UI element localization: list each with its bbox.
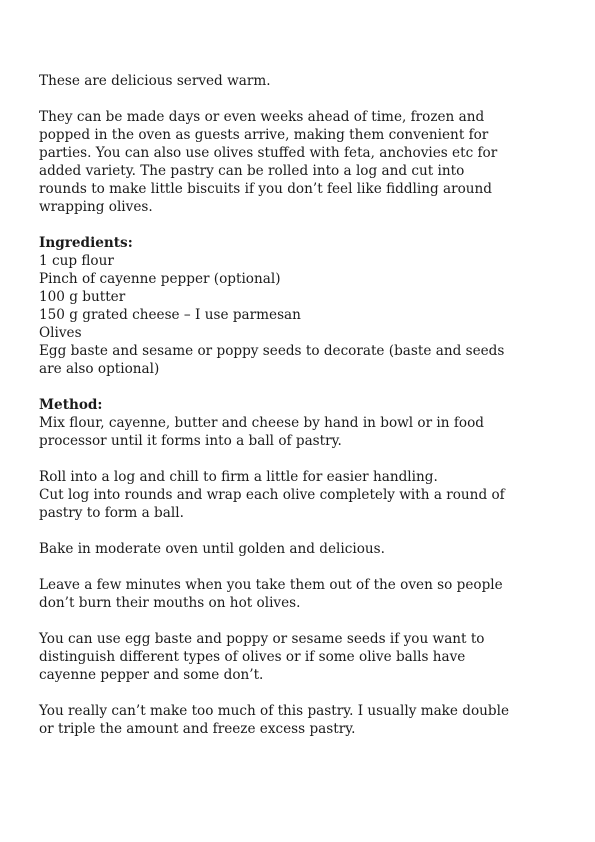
method-step-bake (39, 540, 539, 558)
text-line: distinguish different types of olives or if some olive balls have (39, 649, 466, 665)
ingredients-section (39, 234, 539, 378)
text-line: parties. You can also use olives stuffed with feta, anchovies etc for (39, 145, 498, 161)
method-step-cool (39, 576, 539, 612)
text-line: These are delicious served warm. (39, 73, 271, 89)
text-line: Bake in moderate oven until golden and delicious. (39, 541, 385, 557)
ingredient-item: 150 g grated cheese – I use parmesan (39, 307, 301, 323)
ingredients-list (39, 252, 539, 378)
recipe-page (39, 72, 539, 756)
text-line: You can use egg baste and poppy or sesame seeds if you want to (39, 631, 485, 647)
method-section (39, 396, 539, 738)
text-line: don’t burn their mouths on hot olives. (39, 595, 301, 611)
ingredient-item: Olives (39, 325, 82, 341)
method-step-roll (39, 468, 539, 522)
ingredient-item: Egg baste and sesame or poppy seeds to decorate (baste and seeds (39, 343, 505, 359)
method-tip-decorate (39, 630, 539, 684)
text-line: rounds to make little biscuits if you don’t feel like fiddling around (39, 181, 493, 197)
text-line: Cut log into rounds and wrap each olive completely with a round of (39, 487, 505, 503)
text-line: added variety. The pastry can be rolled into a log and cut into (39, 163, 465, 179)
text-line: Roll into a log and chill to firm a little for easier handling. (39, 469, 438, 485)
text-line: Leave a few minutes when you take them out of the oven so people (39, 577, 503, 593)
text-line: or triple the amount and freeze excess pastry. (39, 721, 356, 737)
method-heading: Method: (39, 397, 103, 413)
ingredient-item: Pinch of cayenne pepper (optional) (39, 271, 281, 287)
text-line: You really can’t make too much of this pastry. I usually make double (39, 703, 510, 719)
text-line: Mix flour, cayenne, butter and cheese by hand in bowl or in food (39, 415, 484, 431)
method-tip-freeze (39, 702, 539, 738)
text-line: wrapping olives. (39, 199, 153, 215)
text-line: They can be made days or even weeks ahead of time, frozen and (39, 109, 485, 125)
ingredients-heading: Ingredients: (39, 235, 133, 251)
ingredient-item: 1 cup flour (39, 253, 114, 269)
text-line: pastry to form a ball. (39, 505, 184, 521)
intro-make-ahead-paragraph (39, 108, 539, 216)
method-step-mix (39, 414, 539, 450)
text-line: processor until it forms into a ball of pastry. (39, 433, 342, 449)
ingredient-item: 100 g butter (39, 289, 126, 305)
text-line: popped in the oven as guests arrive, making them convenient for (39, 127, 489, 143)
text-line: cayenne pepper and some don’t. (39, 667, 264, 683)
intro-serving-note (39, 72, 539, 90)
ingredient-item: are also optional) (39, 361, 160, 377)
